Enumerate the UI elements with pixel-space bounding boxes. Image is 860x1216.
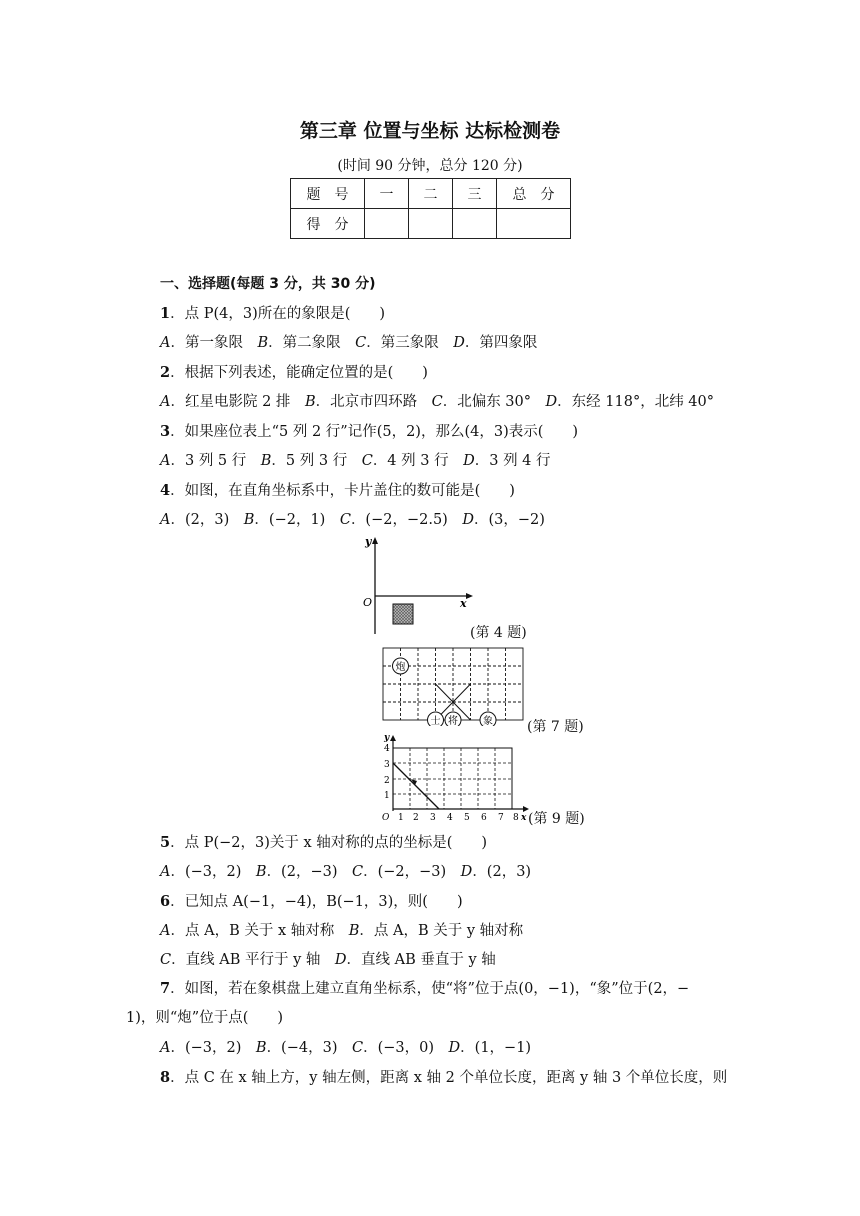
x-tick: 3 (430, 813, 436, 823)
question-7-options: A．(−3，2) B．(−4，3) C．(−3，0) D．(1，−1) (160, 1040, 532, 1056)
y-tick: 1 (384, 791, 390, 801)
y-tick: 3 (384, 760, 390, 770)
path-line (393, 763, 439, 809)
exam-info: (时间 90 分钟，总分 120 分) (337, 158, 523, 174)
y-axis-label: y (384, 733, 390, 743)
question-7-continued: 1)，则“炮”位于点( ) (126, 1010, 284, 1026)
svg-text:士: 士 (430, 716, 441, 726)
score-table (290, 178, 571, 239)
origin-label: O (382, 813, 390, 823)
x-tick: 1 (398, 813, 404, 823)
card-cover (393, 604, 413, 624)
score-cell[interactable] (365, 209, 409, 239)
y-axis-label: y (365, 535, 372, 548)
figure-9-grid (368, 733, 533, 825)
piece-pao (393, 658, 409, 674)
x-tick: 7 (498, 813, 504, 823)
question-1-options: A．第一象限 B．第二象限 C．第三象限 D．第四象限 (160, 335, 538, 351)
question-1: 1．点 P(4，3)所在的象限是( ) (160, 305, 386, 322)
origin-label: O (363, 596, 373, 609)
piece-jiang (445, 712, 461, 726)
figure-7-caption: (第 7 题) (527, 719, 584, 735)
score-row-label: 得 分 (291, 209, 365, 239)
y-tick: 4 (384, 744, 390, 754)
y-tick: 2 (384, 776, 390, 786)
x-tick: 5 (464, 813, 470, 823)
svg-text:象: 象 (483, 716, 493, 726)
figure-4-caption: (第 4 题) (470, 625, 527, 641)
x-axis-label: x (521, 813, 527, 823)
question-6-options-2: C．直线 AB 平行于 y 轴 D．直线 AB 垂直于 y 轴 (160, 952, 496, 968)
piece-shi (428, 712, 444, 726)
score-header-3: 三 (453, 179, 497, 209)
question-2: 2．根据下列表述，能确定位置的是( ) (160, 364, 428, 381)
figure-4-coordinate-plane (355, 535, 485, 637)
score-header-label: 题 号 (291, 179, 365, 209)
x-tick: 4 (447, 813, 453, 823)
svg-text:将: 将 (448, 716, 458, 726)
svg-text:炮: 炮 (395, 662, 406, 673)
figure-7-chessboard (378, 644, 528, 726)
question-7: 7．如图，若在象棋盘上建立直角坐标系，使“将”位于点(0，−1)，“象”位于(2，− (160, 980, 690, 997)
question-3-options: A．3 列 5 行 B．5 列 3 行 C．4 列 3 行 D．3 列 4 行 (160, 453, 551, 469)
score-cell[interactable] (453, 209, 497, 239)
question-6-options-1: A．点 A，B 关于 x 轴对称 B．点 A，B 关于 y 轴对称 (160, 923, 524, 939)
page-title: 第三章 位置与坐标 达标检测卷 (299, 120, 561, 142)
question-4-options: A．(2，3) B．(−2，1) C．(−2，−2.5) D．(3，−2) (160, 512, 545, 528)
x-tick: 8 (513, 813, 519, 823)
score-header-1: 一 (365, 179, 409, 209)
score-cell[interactable] (497, 209, 571, 239)
score-header-total: 总 分 (497, 179, 571, 209)
question-2-options: A．红星电影院 2 排 B．北京市四环路 C．北偏东 30° D．东经 118°，北纬 40° (160, 394, 715, 410)
score-header-2: 二 (409, 179, 453, 209)
x-tick: 2 (413, 813, 419, 823)
x-axis-label: x (460, 597, 467, 610)
question-6: 6．已知点 A(−1，−4)，B(−1，3)，则( ) (160, 893, 463, 910)
question-5: 5．点 P(−2，3)关于 x 轴对称的点的坐标是( ) (160, 834, 488, 851)
section-heading: 一、选择题(每题 3 分，共 30 分) (160, 276, 376, 292)
question-3: 3．如果座位表上“5 列 2 行”记作(5，2)，那么(4，3)表示( ) (160, 423, 579, 440)
x-tick: 6 (481, 813, 487, 823)
piece-xiang (480, 712, 496, 726)
figure-9-caption: (第 9 题) (528, 811, 585, 827)
question-8: 8．点 C 在 x 轴上方，y 轴左侧，距离 x 轴 2 个单位长度，距离 y 轴 3 个单位长度，则 (160, 1069, 728, 1086)
question-4: 4．如图，在直角坐标系中，卡片盖住的数可能是( ) (160, 482, 515, 499)
score-cell[interactable] (409, 209, 453, 239)
question-5-options: A．(−3，2) B．(2，−3) C．(−2，−3) D．(2，3) (160, 864, 532, 880)
